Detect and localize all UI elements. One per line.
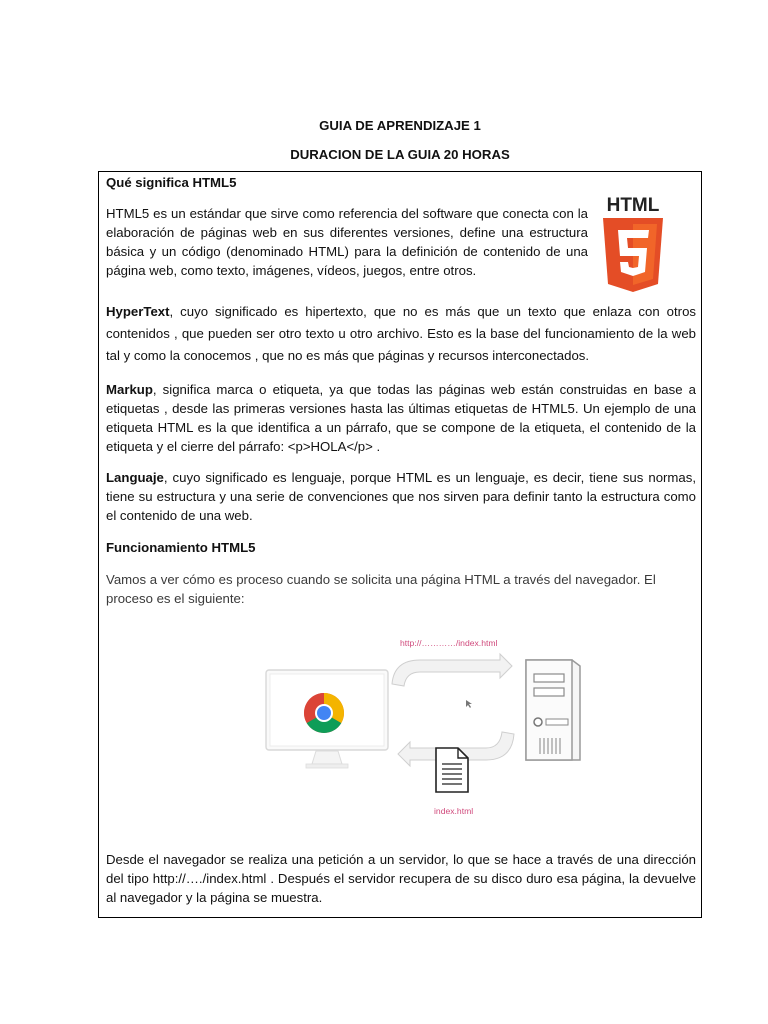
request-arrow — [392, 654, 512, 686]
html5-logo-label: HTML — [606, 195, 660, 216]
markup-text: , significa marca o etiqueta, ya que todas las páginas web están construidas en base a etiquetas , desde las primeras versiones hasta las últimas etiquetas de HTML5. Un ejemplo de una etiqueta HTML es la que identifica a un párrafo, que se compone de la etiqueta, el contenido de la etiqueta y el cierre del párrafo: <p>HOLA</p> . — [106, 382, 696, 454]
section-heading-html5: Qué significa HTML5 — [106, 175, 237, 190]
chrome-logo-icon — [304, 693, 344, 733]
languaje-term: Languaje — [106, 470, 164, 485]
languaje-text: , cuyo significado es lenguaje, porque HTML es un lenguaje, es decir, tiene sus normas, tiene su estructura y una serie de convenciones que nos sirven para definir tanto la estructura como el contenido de una web. — [106, 470, 696, 523]
markup-paragraph — [106, 380, 696, 456]
html5-intro-paragraph: HTML5 es un estándar que sirve como referencia del software que conecta con la elaboración de páginas web en sus diferentes versiones, define una estructura básica y un código (denominado HTML) para la definición de contenido de una página web, como texto, imágenes, vídeos, juegos, entre otros. — [106, 206, 588, 278]
html-document-icon — [436, 748, 468, 792]
request-flow-diagram — [260, 630, 590, 830]
markup-term: Markup — [106, 382, 153, 397]
closing-paragraph: Desde el navegador se realiza una petición a un servidor, lo que se hace a través de una dirección del tipo http://…./index.html . Después el servidor recupera de su disco duro esa página, la devuelve al navegador y la página se muestra. — [106, 852, 696, 905]
funcionamiento-intro-paragraph: Vamos a ver cómo es proceso cuando se solicita una página HTML a través del navegador. El proceso es el siguiente: — [106, 572, 656, 606]
guide-duration: DURACION DE LA GUIA 20 HORAS — [290, 147, 510, 162]
response-file-label: index.html — [434, 806, 474, 816]
cursor-icon — [466, 700, 472, 708]
hypertext-paragraph — [106, 301, 696, 367]
request-url-label: http://…………/index.html — [400, 638, 498, 648]
section-heading-funcionamiento: Funcionamiento HTML5 — [106, 540, 256, 555]
hypertext-text: , cuyo significado es hipertexto, que no es más que un texto que enlaza con otros contenidos , que pueden ser otro texto u otro archivo. Esto es la base del funcionamiento de la web tal y como la conocemos , que no es más que páginas y recursos interconectados. — [106, 304, 696, 363]
guide-title: GUIA DE APRENDIZAJE 1 — [319, 118, 481, 133]
server-icon — [526, 660, 580, 760]
html5-logo-icon — [598, 192, 668, 294]
hypertext-term: HyperText — [106, 304, 170, 319]
languaje-paragraph — [106, 468, 696, 525]
